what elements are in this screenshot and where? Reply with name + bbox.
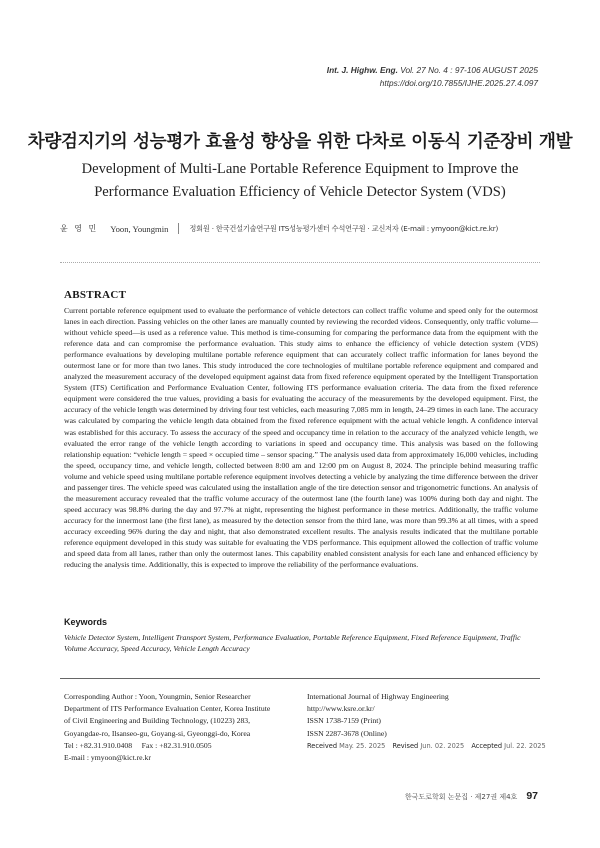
corr-email[interactable]: E-mail : ymyoon@kict.re.kr <box>64 753 151 763</box>
page-number: 97 <box>526 790 538 802</box>
corr-line: of Civil Engineering and Building Technology, (10223) 283, <box>64 716 251 726</box>
abstract-text: Current portable reference equipment used to evaluate the performance of vehicle detectors can collect traffic volume and speed only for the outermost lanes in each direction. Passing vehicles on the other lanes are manually counted by reviewing the recorded videos. Consequently, only traffic volume—without vehicle speed—is used as a reference value. This method is time-consuming for comparing the performance data from the equipment with the reference data and can compromise the performance evaluation. This study aims to enhance the efficiency of vehicle detection system (VDS) performance evaluations by developing multilane portable reference equipment that can accurately collect traffic information for lanes beyond the outermost lane or for more than two lanes. This study introduced the core technologies of multilane portable reference equipment and compared and analyzed the measurement accuracy of the developed equipment against data from fixed reference equipment operated by the Intelligent Transportation System (ITS) Certification and Performance Evaluation Center, following ITS performance evaluation criteria. The data from the fixed reference equipment were considered the true values, providing a basis for evaluating the accuracy of the measurements by the developed equipment. First, the accuracy of the vehicle length was determined by driving four test vehicles, each measuring 7,085 mm in length, 24–29 times in each lane. The accuracy was calculated by comparing the vehicle length data obtained from the fixed reference equipment with the actual vehicle length. A confidence interval was established for this accuracy. To assess the accuracy of the speed and occupancy time in relation to the accuracy of the analyzed vehicle length, we evaluated the error range of the vehicle length according to variations in speed and occupancy time. This analysis was based on the following relationship equation: “vehicle length = speed × occupied time – sensor spacing.” The analysis used data from approximately 16,000 vehicles, including the speed, occupancy time, and vehicle length, collected between 8:00 am and 12:00 pm on August 8, 2024. The principle behind measuring traffic volume and vehicle speed using multilane portable reference equipment involves detecting a vehicle by analyzing the time difference between the driver and passenger tires. The vehicle speed was calculated using the installation angle of the tire detection sensor and trigonometric functions. An analysis of the measurement accuracy revealed that the traffic volume accuracy of the outermost lane (the fourth lane) was 100% during both day and night. The speed accuracy was 98.8% during the day and 97.7% at night, representing the highest performance in these metrics. Additionally, the traffic volume accuracy for the innermost lane (the first lane), as measured by the detection sensor from the third lane, was more than 99.3% at all times, with a speed accuracy exceeding 96% during the day and night, that also demonstrated excellent results. The analysis results indicated that the multilane portable reference equipment developed in this study was suitable for evaluating the VDS performance. This equipment allowed the collection of traffic volume and speed data from all lanes, rather than only the outermost lanes. This capability enabled consistent analysis for each lane and enhanced efficiency by reducing the analysis time. Additionally, this is expected to improve the reliability of the performance evaluations. <box>64 306 538 570</box>
journal-info-block <box>307 691 546 752</box>
title-english: Development of Multi-Lane Portable Reference Equipment to Improve the Performance Evaluation Efficiency of Vehicle Detector System (VDS) <box>81 161 519 200</box>
author-row <box>60 223 498 234</box>
author-affiliation: 정회원 · 한국건설기술연구원 ITS성능평가센터 수석연구원 · 교신저자 (E-mail : ymyoon@kict.re.kr) <box>189 223 499 233</box>
keywords-heading: Keywords <box>64 617 108 627</box>
issn-print: ISSN 1738-7159 (Print) <box>307 716 381 726</box>
accepted-date: Jul. 22. 2025 <box>504 741 546 750</box>
corr-line: Department of ITS Performance Evaluation Center, Korea Institute <box>64 704 271 714</box>
received-label: Received <box>307 741 337 750</box>
journal-url[interactable]: http://www.ksre.or.kr/ <box>307 704 375 714</box>
accepted-label: Accepted <box>471 741 503 750</box>
journal-abbrev: Int. J. Highw. Eng. <box>326 65 398 75</box>
doi-link[interactable]: https://doi.org/10.7855/IJHE.2025.27.4.097 <box>379 77 538 88</box>
corr-line: Goyangdae-ro, Ilsanseo-gu, Goyang-si, Gyeonggi-do, Korea <box>64 728 251 738</box>
footer-divider <box>60 678 540 679</box>
volume-info: Vol. 27 No. 4 : 97-106 AUGUST 2025 <box>400 65 538 75</box>
author-korean-name: 윤 영 민 <box>60 224 99 233</box>
title-korean: 차량검지기의 성능평가 효율성 향상을 위한 다차로 이동식 기준장비 개발 <box>27 132 573 152</box>
corr-line: Tel : +82.31.910.0408 Fax : +82.31.910.0505 <box>64 740 212 750</box>
revised-label: Revised <box>392 741 419 750</box>
journal-header <box>327 64 538 89</box>
journal-citation <box>327 64 538 77</box>
received-date: May. 25. 2025 <box>339 741 386 750</box>
section-divider <box>60 262 540 263</box>
revised-date: Jun. 02. 2025 <box>420 741 465 750</box>
article-dates <box>307 740 546 752</box>
corr-line: Corresponding Author : Yoon, Youngmin, Senior Researcher <box>64 692 251 701</box>
correspondence-block <box>64 691 289 764</box>
page-footer <box>405 790 538 802</box>
issn-online: ISSN 2287-3678 (Online) <box>307 728 387 738</box>
journal-full-name: International Journal of Highway Engineering <box>307 692 449 701</box>
author-english-name: Yoon, Youngmin <box>110 223 169 234</box>
author-divider <box>178 223 179 234</box>
footer-journal-korean: 한국도로학회 논문집 · 제27권 제4호 <box>404 793 518 801</box>
keywords-text: Vehicle Detector System, Intelligent Transport System, Performance Evaluation, Portable Reference Equipment, Fixed Reference Equipment, Traffic Volume Accuracy, Speed Accuracy, Vehicle Length Accuracy <box>64 633 521 654</box>
abstract-heading: ABSTRACT <box>64 289 127 301</box>
